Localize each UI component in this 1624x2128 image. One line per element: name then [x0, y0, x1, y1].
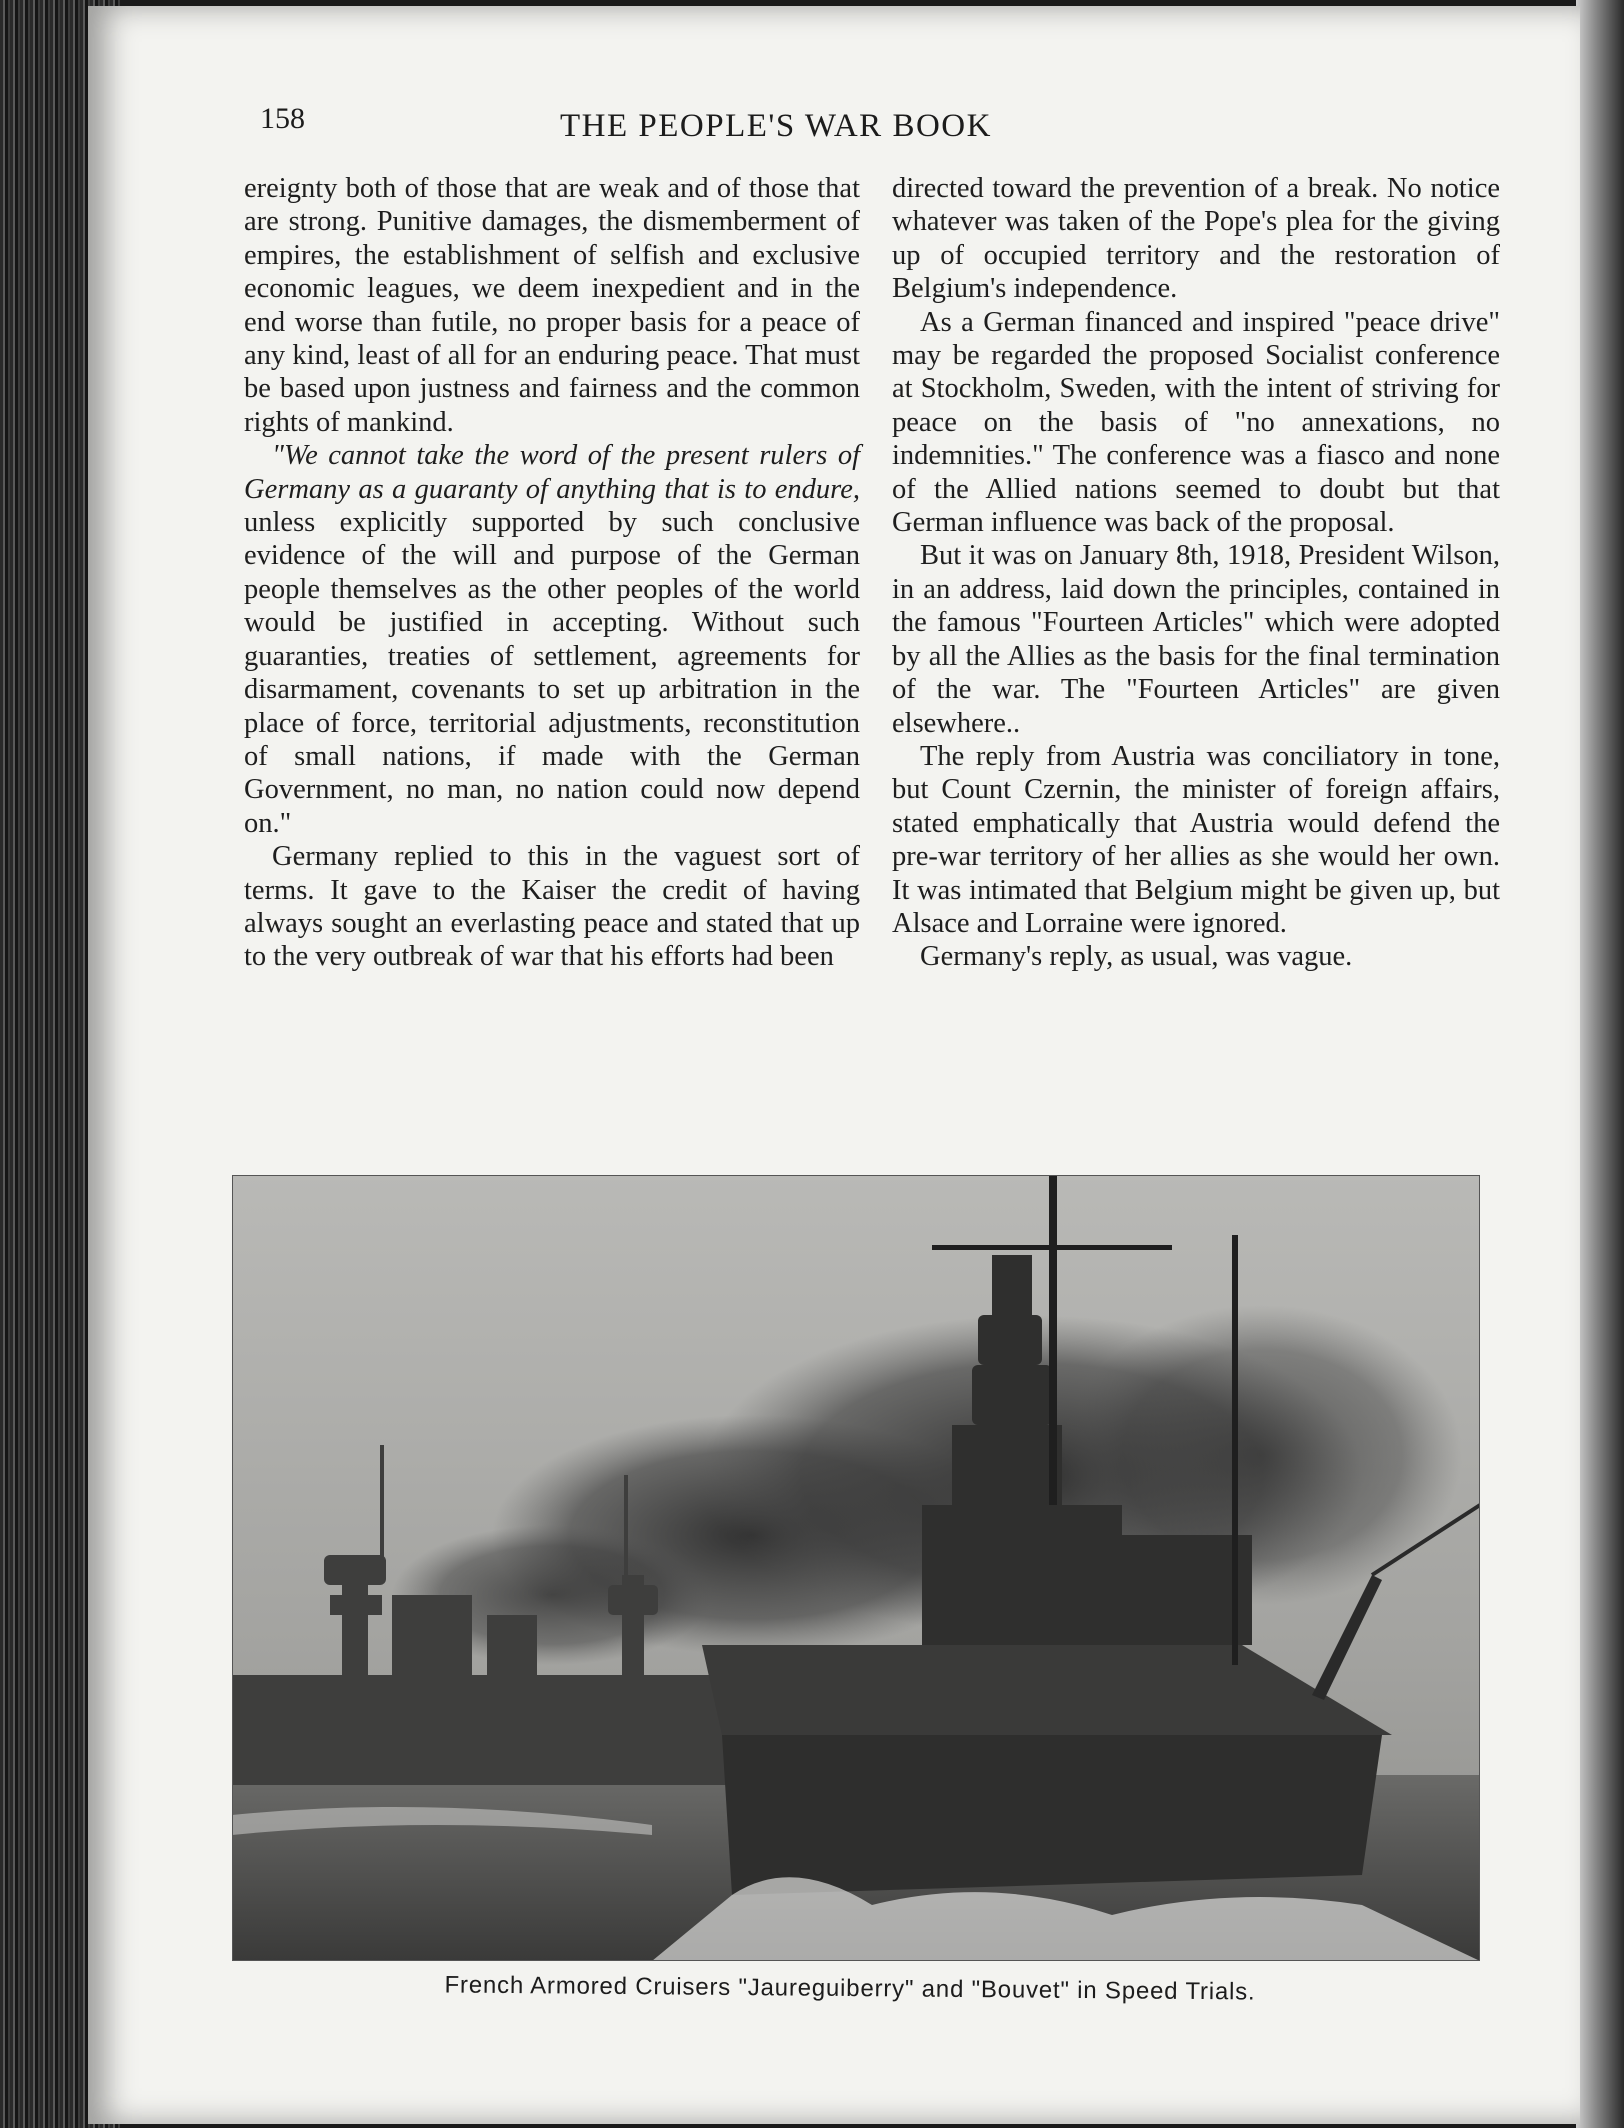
warship-photograph [232, 1175, 1480, 1961]
right-paragraph-3: But it was on January 8th, 1918, President Wilson, in an address, laid down the principles, contained in the famous "Fourteen Articles" which were adopted by all the Allies as the basis for the final termination of the war. The "Fourteen Articles" are given elsewhere.. [892, 540, 1500, 739]
right-text-column [892, 172, 1500, 974]
left-paragraph-2 [244, 439, 860, 840]
quoted-italic-text: "We cannot take the word of the present rulers of Germany as a guaranty of anything that is to endure, [244, 440, 860, 505]
left-paragraph-1: ereignty both of those that are weak and of those that are strong. Punitive damages, the dismemberment of empires, the establishment of selfish and exclusive economic leagues, we deem inexpedient and in the end worse than futile, no proper basis for a peace of any kind, least of all for an enduring peace. That must be based upon justness and fairness and the common rights of mankind. [244, 173, 860, 438]
page-number: 158 [260, 102, 305, 135]
book-gutter-right [1576, 0, 1624, 2128]
right-paragraph-1: directed toward the prevention of a break. No notice whatever was taken of the Pope's plea for the giving up of occupied territory and the restoration of Belgium's independence. [892, 173, 1500, 305]
left-text-column [244, 172, 860, 974]
right-paragraph-5: Germany's reply, as usual, was vague. [920, 941, 1353, 973]
left-paragraph-3: Germany replied to this in the vaguest sort of terms. It gave to the Kaiser the credit of having always sought an everlasting peace and stated that up to the very outbreak of war that his efforts had been [244, 841, 860, 973]
figure-caption: French Armored Cruisers "Jaureguiberry" and "Bouvet" in Speed Trials. [444, 1971, 1256, 2006]
right-paragraph-2: As a German financed and inspired "peace drive" may be regarded the proposed Socialist conference at Stockholm, Sweden, with the intent of striving for peace on the basis of "no annexations, no indemnities." The conference was a fiasco and none of the Allied nations seemed to doubt but that German influence was back of the proposal. [892, 306, 1500, 539]
running-title: THE PEOPLE'S WAR BOOK [560, 108, 992, 144]
right-paragraph-4: The reply from Austria was conciliatory in tone, but Count Czernin, the minister of foreign affairs, stated emphatically that Austria would defend the pre-war territory of her allies as she would her own. It was intimated that Belgium might be given up, but Alsace and Lorraine were ignored. [892, 740, 1500, 939]
quoted-text-rest: unless explicitly supported by such conclusive evidence of the will and purpose of the German people themselves as the other peoples of the world would be justified in accepting. Without such guaranties, treaties of settlement, agreements for disarmament, covenants to set up arbitration in the place of force, territorial adjustments, reconstitution of small nations, if made with the German Government, no man, no nation could now depend on." [244, 507, 860, 839]
